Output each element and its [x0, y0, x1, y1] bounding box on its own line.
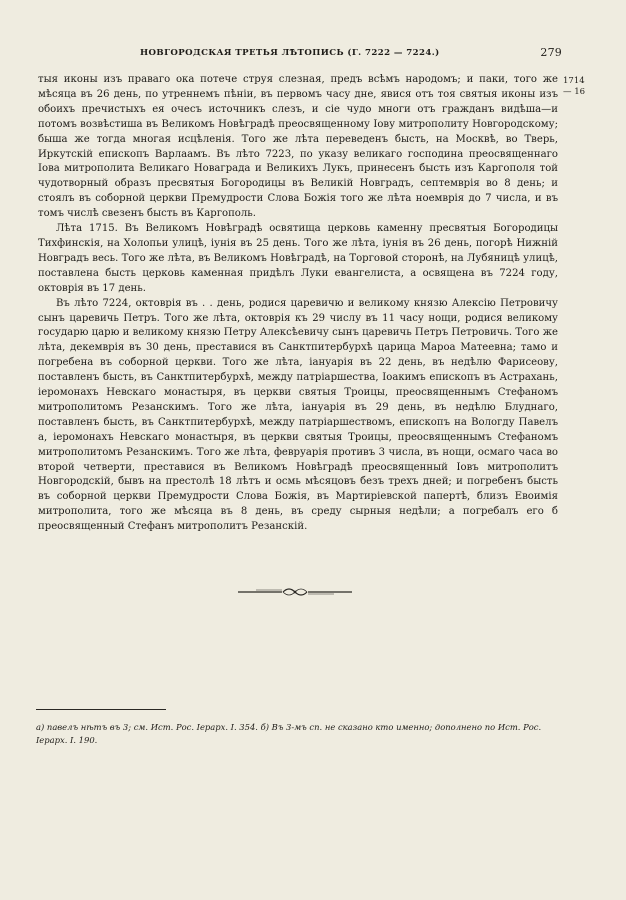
margin-note-line: 1714 — [563, 76, 585, 86]
margin-year-note — [563, 76, 611, 98]
ornament-divider-icon — [236, 585, 354, 599]
chronicle-text — [38, 73, 558, 535]
page-number: 279 — [540, 46, 562, 59]
running-head — [100, 46, 562, 62]
footnote-rule — [36, 709, 166, 710]
margin-note-line: — 16 — [563, 87, 586, 97]
running-title: НОВГОРОДСКАЯ ТРЕТЬЯ ЛѢТОПИСЬ (Г. 7222 — 7224.) — [140, 48, 440, 58]
paragraph: Лѣта 1715. Въ Великомъ Новѣградѣ освятища церковь каменну пресвятыя Богородицы Тихфинскія, на Холопьи улицѣ, іунія въ 25 день. Того же лѣта, іунія въ 26 день, погорѣ Нижній Новградъ весь. Того же лѣта, въ Великомъ Новѣградѣ, на Торговой сторонѣ, на Лубяницѣ улицѣ, поставлена бысть церковь каменная придѣлъ Луки евангелиста, а освящена въ 7224 году, октоврія въ 17 день. — [38, 223, 558, 294]
paragraph: тыя иконы изъ праваго ока потече струя слезная, предъ всѣмъ народомъ; и паки, того же мѣсяца въ 26 день, по утреннемъ пѣніи, въ первомъ часу дне, явися отъ тоя святыя иконы изъ обоихъ пречистыхъ ея очесъ источникъ слезъ, и сіе чудо многи отъ гражданъ видѣша—и потомъ возвѣстиша въ Великомъ Новѣградѣ преосвященному Іову митрополиту Новгородскому; быша же тогда многая исцѣленія. Того же лѣта переведенъ бысть, на Москвѣ, во Тверь, Иркутскій епископъ Варлаамъ. Въ лѣто 7223, по указу великаго господина преосвященнаго Іова митрополита Великаго Новаграда и Великихъ Лукъ, принесенъ бысть изъ Каргополя той чудотворный образъ пресвятыя Богородицы въ Великій Новградъ, септемврія во 8 день; и стоялъ въ соборной церкви Премудрости Слова Божія того же лѣта ноемврія до 7 числа, и въ томъ числѣ свезенъ бысть въ Каргополь. — [38, 74, 558, 220]
footnotes: а) павелъ нѣтъ въ 3; см. Ист. Рос. Іерарх. I. 354. б) Въ 3-мъ сп. не сказано кто именно; дополнено по Ист. Рос. Іерарх. I. 190. — [36, 722, 542, 745]
paragraph: Въ лѣто 7224, октоврія въ . . день, родися царевичю и великому князю Алексію Петровичу сынъ царевичь Петръ. Того же лѣта, октоврія къ 29 числу въ 11 часу нощи, родися великому государю царю и великому князю Петру Алексѣевичу сынъ царевичь Петръ Петровичь. Того же лѣта, декемврія въ 30 день, преставися въ Санктпитербурхѣ царица Мароа Матеевна; тамо и погребена въ соборной церкви. Того же лѣта, іануарія въ 22 день, въ недѣлю Фарисеову, поставленъ бысть, въ Санктпитербурхѣ, между патріаршества, Іоакимъ епископъ въ Астрахань, іеромонахъ Невскаго монастыря, въ церкви святыя Троицы, преосвященнымъ Стефаномъ митрополитомъ Резанскимъ. Того же лѣта, іануарія въ 29 день, въ недѣлю Блуднаго, поставленъ бысть, въ Санктпитербурхѣ, между патріаршествомъ, епископъ на Вологду Павелъ а, іеромонахъ Невскаго монастыря, въ церкви святыя Троицы, преосвященнымъ Стефаномъ митрополитомъ Резанскимъ. Того же лѣта, февруарія противъ 3 числа, въ нощи, осмаго часа во второй четверти, преставися въ Великомъ Новѣградѣ преосвященный Іовъ митрополитъ Новгородскій, бывъ на престолѣ 18 лѣтъ и осмь мѣсяцовъ безъ трехъ дней; и погребенъ бысть въ соборной церкви Премудрости Слова Божія, въ Мартиріевской папертѣ, близъ Евоимія митрополита, того же мѣсяца въ 8 день, въ среду сырныя недѣли; а погребалъ его б преосвященный Стефанъ митрополитъ Резанскій. — [38, 297, 558, 533]
